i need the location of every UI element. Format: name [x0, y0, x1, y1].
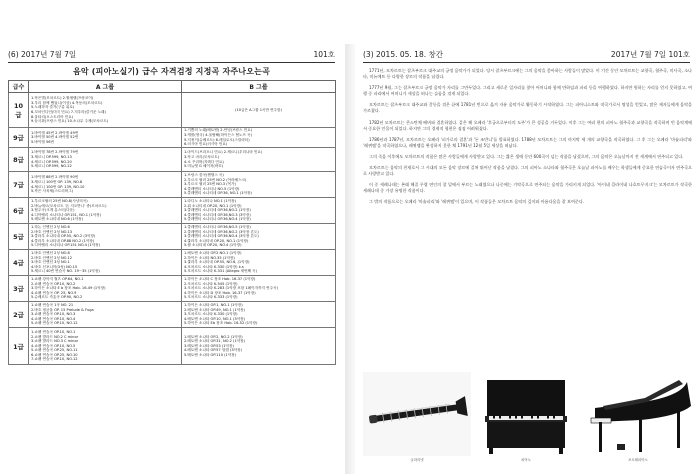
- piece-item: 2.바흐 인벤션 2성 NO.12: [31, 255, 73, 260]
- piano-caption: 피아노: [521, 458, 531, 462]
- upright-piano-figure: [477, 372, 575, 462]
- piece-item: 4.쇼팽 연습곡 OP.10, NO.5: [31, 343, 76, 348]
- piece-item: 5.헤토벤 소나티네 NO.6 (1악장): [31, 217, 83, 222]
- piece-item: 4.쇼팽 연습곡 OP.10, NO.4: [31, 316, 76, 321]
- right-page: [355, 0, 700, 473]
- upright-piano-icon: [477, 372, 575, 456]
- piece-item: 1.쇼팽 연습곡 OP.10, NO.1: [31, 329, 76, 334]
- piece-item: 4.체르니 100번 OP. 139, NO.10: [31, 184, 85, 189]
- right-page-header: [363, 50, 690, 63]
- piece-item: 1.바이엘 78번 2.바이엘 79번: [31, 150, 79, 155]
- group-b-cell: [182, 302, 336, 328]
- group-b-cell: [182, 276, 336, 302]
- article-paragraph: 모차르트는 음악의 천재로서 그 시대의 모든 음악 장르에 걸쳐 뛰어난 작품을 남겼다. 그의 피아노 소나타와 협주곡은 오늘날 피아노를 배우는 학생들에게 중요한 연습곡이자 연주곡으로 사랑받고 있다.: [363, 165, 692, 177]
- group-b-note: (10급은 A그룹 1곡만 연주함): [235, 107, 282, 112]
- grade-cell: 2급: [9, 302, 29, 328]
- group-a-cell: [29, 128, 182, 148]
- piece-item: 3.쇼팽 발라드 NO.3 C minor: [31, 339, 79, 344]
- piece-item: 5.체르니 OP.599, NO.22: [31, 164, 72, 169]
- table-row: [9, 198, 336, 224]
- piece-item: 1.베토벤 소나타 OP.2 NO.1 (1악장): [184, 251, 242, 256]
- group-a-cell: [29, 172, 182, 198]
- piece-item: 6.꼬마인디언(미국 민요) 7.겨우라(즐거운 노래): [31, 110, 106, 114]
- piece-item: 2.베토벤 소나타 OP.49, NO.1 (1악장): [184, 307, 245, 312]
- grade-cell: 4급: [9, 250, 29, 276]
- piece-item: 3.캐롤(영국) 4.울팝해(하이든스 협노프 곡): [184, 132, 252, 137]
- piece-item: 1.라디노 소나티나 NO.1 (1악장): [184, 199, 236, 204]
- article-paragraph: 그 밖의 작품으로는 오페라 '마술피리'와 '레퀴엠'이 있으며, 이 작품들은 모차르트 음악의 깊이와 아름다움을 잘 보여준다.: [369, 199, 585, 205]
- group-a-cell: [29, 224, 182, 250]
- grade-cell: 1급: [9, 328, 29, 365]
- piece-item: 5.클레멘티 소나티나 OP.36,NO.4 (1악장): [184, 217, 251, 222]
- piece-item: 1.베토벤 소나타 OP.2, NO.2 (1악장): [184, 334, 243, 339]
- group-a-cell: [29, 198, 182, 224]
- grand-piano-icon: [583, 372, 693, 456]
- piece-item: 1.부르크뮐러 25번 NO.8(사냥의곡): [31, 199, 88, 204]
- piece-item: 2.바흐 평균율 OP. 15 Prelude & Fuga: [31, 307, 94, 312]
- piece-item: 5.클레멘티 소나티네 OP.36, NO.1 (1악장): [184, 191, 252, 196]
- group-b-cell: [182, 172, 336, 198]
- table-header-row: [9, 81, 336, 93]
- piece-item: 5.체르니 40번 연습곡 NO. 19~35 (1악장): [31, 269, 100, 274]
- left-page: [0, 0, 345, 473]
- piece-item: 3.바흐 인벤션 3성 NO.1: [31, 260, 70, 265]
- header-group-b: B 그룹: [182, 81, 336, 93]
- table-row: [9, 148, 336, 172]
- group-a-cell: [29, 276, 182, 302]
- piece-item: 5.작은 사육제(스트리버그): [31, 189, 74, 194]
- table-row: [9, 276, 336, 302]
- clarinet-figure: [363, 372, 471, 462]
- piece-item: 1.쇼팽 강아지 월츠 OP.64, NO.1: [31, 277, 84, 282]
- right-header-date: (3) 2015. 05. 18. 창간: [363, 50, 443, 59]
- table-row: [9, 302, 336, 328]
- group-a-cell: [29, 148, 182, 172]
- piece-item: 5.뮐 소나티네 OP.20, NO.4 (1악장): [184, 243, 242, 248]
- piece-item: 4.바흐 신포니아(3성) NO.15: [31, 264, 78, 269]
- piece-item: 4.베토벤 소나타 OP.10, NO.1 (3악장): [184, 316, 245, 321]
- piece-item: 1.바이엘 88번 2.바이엘 90번: [31, 175, 79, 180]
- piece-item: 4.디아벨리 소나티나 OP.151, NO.1 (1악장): [31, 212, 102, 217]
- piece-item: 1.하이든 소나타 OP.1, NO.1 (1악장): [184, 303, 243, 308]
- right-header-issue: 2017년 7월 7일 101호: [610, 50, 690, 59]
- piece-item: 2.바흐 인벤션 2성 NO.13: [31, 229, 73, 234]
- left-header-date: (6) 2017년 7월 7일: [8, 50, 77, 59]
- piece-item: 4.클레멘티 소나티네 OP.36,NO.3 (3악장): [184, 212, 251, 217]
- piece-item: 2.부르크 뮐러 25번 NO.2 (아라베스크): [184, 177, 247, 182]
- piece-item: 4.베토벤 소나타 OP.57 헝캡 (3악장): [184, 348, 242, 353]
- piece-item: 2.쇼팽 연습곡 OP.10, NO.2: [31, 281, 76, 286]
- piece-item: 3.부르크 뮐러 25번 NO.3 (목가): [184, 182, 236, 187]
- piece-item: 2.하이든 소나타 NO.35 (1악장): [184, 255, 235, 260]
- piece-item: 1.작은별(모차르트) 2.할셀렐(프랑코이): [31, 96, 94, 101]
- page-fold: [345, 44, 355, 474]
- piece-item: 4.하이든 소나타 D 장조 Hob. 16-37 (1악장): [184, 290, 256, 295]
- group-b-cell: [182, 128, 336, 148]
- piece-item: 1.하이든 소나타 C 장조 Hob. 16-37 (1악장): [184, 277, 256, 282]
- piece-item: 3.클레멘티 소나티네 OP.36,NO.2 (1악장): [184, 208, 251, 213]
- piece-item: 6.러시아 민요(러시아 민요): [184, 142, 228, 147]
- piece-item: 4.소 꾸리며(지렉다 민요): [184, 159, 224, 164]
- table-row: [9, 250, 336, 276]
- piece-item: 3.모차르트 소나타 K.283 (1악장 포함 1페이지까지 연주곡): [184, 286, 278, 291]
- table-row: [9, 328, 336, 365]
- header-grade: 급수: [9, 81, 29, 93]
- piece-item: 3.쇼팽 연습곡 OP.10, NO.3: [31, 312, 76, 317]
- piece-item: 3.체르니 OP.599, NO.13: [31, 154, 72, 159]
- group-a-cell: [29, 93, 182, 128]
- piece-item: 8.울타리(오스트리아 민요): [31, 114, 74, 119]
- group-b-cell: [182, 328, 336, 365]
- group-b-cell: [182, 224, 336, 250]
- table-row: [9, 224, 336, 250]
- piece-item: 5.지정거(슈베르트) 6.레일로오(스칼라티): [184, 137, 250, 142]
- article-paragraph: 모차르트는 잘츠부르크 대주교와 갈등을 겪은 끝에 1781년 빈으로 옮겨 자유 음악가로 활동하기 시작하였다. 그는 피아니스트와 작곡가로서 명성을 얻었고, 많은 제자들에게 음악을 가르쳤다.: [363, 102, 692, 114]
- clarinet-icon: [363, 372, 471, 456]
- piece-item: 2.모차르트 소나타 K.545 (1악장): [184, 281, 238, 286]
- piece-item: 2.클레멘티 소나티네 OP.36,NO.2 (3악장 론도): [184, 229, 259, 234]
- piece-item: 3.하이든 소나타 E b 장조 Hob. 16-49 (1악장): [31, 286, 106, 291]
- article-body: [363, 68, 692, 211]
- group-a-cell: [29, 250, 182, 276]
- group-a-cell: [29, 302, 182, 328]
- instrument-images: [363, 372, 695, 468]
- piece-item: 3.클라우 소나티네 OP.55, NO.2 (3악장): [31, 234, 96, 239]
- piece-item: 5.베토벤 소나타 OP.110 (1악장): [184, 352, 237, 357]
- grade-cell: 6급: [9, 198, 29, 224]
- piece-item: 1.바이엘 45번 2.바이엘 49번: [31, 130, 79, 135]
- grade-cell: 9급: [9, 128, 29, 148]
- left-header-issue: 101호: [313, 50, 335, 59]
- table-row: [9, 93, 336, 128]
- group-b-cell: [182, 93, 336, 128]
- group-b-cell: [182, 198, 336, 224]
- article-paragraph: 그의 죽음 이후에도 모차르트의 작품은 많은 사람들에게 사랑받고 있다. 그는 짧은 생애 동안 600곡이 넘는 작품을 남겼으며, 그의 음악은 오늘날까지 전 세계에서 연주되고 있다.: [369, 153, 684, 159]
- piece-item: 5.모차르트 소나타 K.331 (Allegro 세번째 곡): [184, 269, 258, 274]
- grade-cell: 7급: [9, 172, 29, 198]
- repertoire-table: [8, 80, 336, 365]
- piece-item: 3.체르니 100번 OP. 139, NO.8: [31, 179, 83, 184]
- piece-item: 5.슈베르트 즉흥곡 OP.90, NO.2: [31, 295, 83, 300]
- article-paragraph: 1782년 모차르트는 콘스탄체 베버와 결혼하였다. 같은 해 오페라 '후궁으로부터의 도주'가 큰 성공을 거두었다. 이후 그는 여러 편의 피아노 협주곡과 교향곡을 작곡하며 빈 음악계에서 중요한 인물이 되었다. 하지만 그의 경제적 형편은 점점 어려워졌다.: [363, 119, 692, 131]
- piece-item: 4.쇼팽 연습곡 OP. 25, NO.9: [31, 290, 77, 295]
- piece-item: 1.바흐 인벤션 2성 NO.8: [31, 251, 70, 256]
- piece-item: 4.쿨라우 소나티네 OP.20, NO.1 (1악장): [184, 238, 249, 243]
- piece-item: 1.쇼팽 연습곡 1곡 NO. 21: [31, 303, 74, 308]
- piece-item: 3.협주곡(크게 뮤스터(다운): [31, 208, 75, 213]
- piece-item: 5.모차르트 소나타 K.333 (1악장): [184, 295, 238, 300]
- piece-item: 3.클레멘티 소나티네 OP.36,NO.4 (3악장 론도): [184, 234, 259, 239]
- grade-cell: 10급: [9, 93, 29, 128]
- article-paragraph: 1777년 9월, 그는 잘츠부르크 궁정 음악가 자리를 그만두었다. 그리고 새로운 일자리를 찾아 어머니와 함께 만하임과 파리 등을 여행하였다. 하지만 원하는 자리를 얻지 못하였고, 여행 중 파리에서 어머니가 세상을 떠나는 슬픔을 겪게 되었다.: [363, 85, 692, 97]
- piece-item: 1.기쁨의 노래(베토벤) 2.안녕(브람스 민요): [184, 128, 252, 133]
- piece-item: 7.쇼팽 연습곡 OP.10, NO.12: [31, 357, 78, 362]
- piece-item: 4.체르니 OP.599, NO.20: [31, 159, 72, 164]
- piece-item: 9.들국화(프랑스 민요) 10.소나무 주제(모차르트): [31, 119, 109, 124]
- repertoire-title: 음악 (피아노실기) 급수 자격검정 지정곡 자주나오는곡: [72, 67, 271, 76]
- piece-item: 4.클레멘티 소나티나 NO.5 (1악장): [184, 186, 240, 191]
- piece-item: 5.노래하자 즐거(구름 위로): [31, 105, 75, 110]
- piece-item: 6.쇼팽 연습곡 OP.25, NO.10: [31, 352, 78, 357]
- piece-item: 1.브랑스 춤곡(헨델스 곡): [184, 173, 224, 178]
- left-page-header: [8, 50, 335, 63]
- piece-item: 1.클레멘티 소나티나 OP.36,NO.5 (1악장): [184, 225, 251, 230]
- table-row: [9, 128, 336, 148]
- piece-item: 4.모차르트 소나타 K.330 (1악장) k.s: [184, 264, 244, 269]
- piece-item: 3.작고 마리(모차르트): [184, 154, 220, 159]
- piece-item: 3.베토벤 소나타 OP.53 (1악장): [184, 343, 234, 348]
- fortepiano-caption: 포르테피아노: [628, 458, 648, 462]
- clarinet-caption: 클라리넷: [410, 458, 424, 462]
- piece-item: 5.하이든 소나타 Eb 장조 Hob. 16-52 (1악장): [184, 321, 258, 326]
- piece-item: 5.쇼팽 연습곡 OP.10, NO.12: [31, 321, 78, 326]
- header-group-a: A 그룹: [29, 81, 182, 93]
- piece-item: 1.하논 인벤션 2성 NO.6: [31, 225, 70, 230]
- piece-item: 2.바뉴에르(모차르트 '돈 지오반니' 중(모차르트): [31, 203, 107, 208]
- piece-item: 3.쿨라우 소나티네 OP.55, NO.6, (1악장): [184, 260, 250, 265]
- piece-item: 3.우리 함께 했었니(이상) 4.목동의(모차르트): [31, 100, 103, 105]
- article-paragraph: 1786년과 1787년, 모차르트는 오페라 '피가로의 결혼'과 '돈 조반니'를 발표하였다. 1788년 모차르트는 그의 마지막 세 개의 교향곡을 작곡하였다. 그 후 그는 오페라 '마술피리'와 '레퀴엠'을 작곡하였으나, 레퀴엠을 완성하지 못한 채 1791년 12월 5일 세상을 떠났다.: [363, 136, 692, 148]
- grade-cell: 3급: [9, 276, 29, 302]
- grade-cell: 8급: [9, 148, 29, 172]
- table-row: [9, 172, 336, 198]
- group-a-cell: [29, 328, 182, 365]
- group-b-cell: [182, 148, 336, 172]
- piece-item: 2.쇼팽 발라드 NO.2 C minor: [31, 334, 79, 339]
- piece-item: 5.미뉴엣 G 메이저(바흐): [184, 164, 224, 169]
- article-paragraph: 1771년, 모차르트는 잘츠부르크 대주교의 궁정 음악가가 되었다. 당시 잘츠부르크에는 그의 음악을 좋아하는 사람들이 많았다. 이 기간 동안 모차르트는 교향곡, 협주곡, 미사곡, 소나타, 미뉴에트 등 다양한 장르의 작품을 남겼다.: [363, 68, 692, 80]
- piece-item: 5.쇼팽 연습곡 OP.25, NO.11: [31, 348, 78, 353]
- piece-item: 1.마이드(브리오니 민요) 2.체르니(우리나라 민요): [184, 150, 263, 155]
- piece-item: 4.클라우 소나티네 OP.88 NO.2 (1악장): [31, 238, 95, 243]
- grade-cell: 5급: [9, 224, 29, 250]
- piece-item: 2.뮈 소나티네 OP.20, NO.1 (1악장): [184, 203, 242, 208]
- piece-item: 5.디아벨리 소나티나 OP.151 NO.4 (1악장): [31, 243, 101, 248]
- piece-item: 2.베토벤 소나타 OP.31, NO.2 (1악장): [184, 339, 245, 344]
- piece-item: 3.모차르트 소나타 K.330 (1악장): [184, 312, 238, 317]
- grand-piano-figure: [583, 372, 693, 462]
- piece-item: 3.바이엘 50번 4.바이엘 52번: [31, 135, 79, 140]
- group-b-cell: [182, 250, 336, 276]
- article-paragraph: 이 중 세레나데는 본래 해질 무렵 연인의 창 밑에서 부르는 노래였으나 나중에는 기악곡으로 연주되는 음악을 가리키게 되었다. '아이네 클라이네 나흐트무지크'는 모차르트가 작곡한 세레나데 중 가장 유명한 작품이다.: [363, 182, 692, 194]
- piece-item: 5.바이엘 56번: [31, 139, 55, 144]
